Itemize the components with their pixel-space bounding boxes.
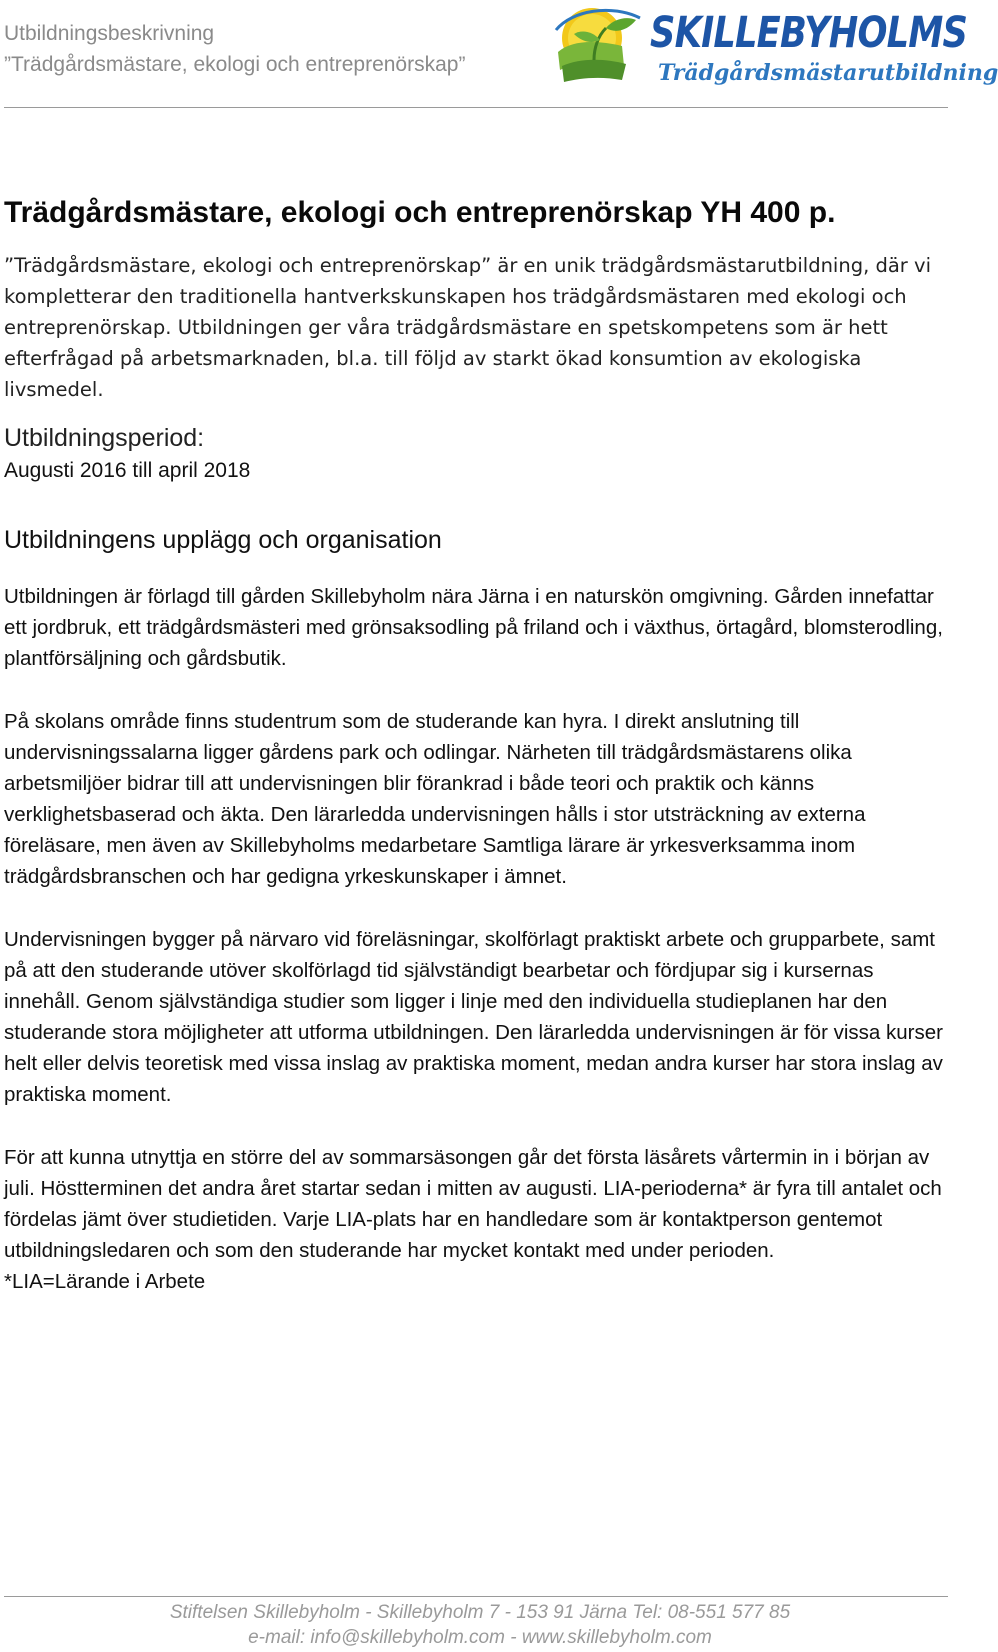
logo-brand-text: SKILLEBYHOLMS xyxy=(650,8,968,58)
spacer xyxy=(4,892,952,924)
spacer xyxy=(4,1110,952,1142)
sun-and-seedling-icon xyxy=(552,0,644,86)
footer-contact: e-mail: info@skillebyholm.com - www.skillebyholm.com xyxy=(248,1627,712,1648)
header-program-name: ”Trädgårdsmästare, ekologi och entreprenörskap” xyxy=(4,53,466,76)
footer-address: Stiftelsen Skillebyholm - Skillebyholm 7 - 153 91 Järna Tel: 08-551 577 85 xyxy=(169,1602,791,1623)
page-header xyxy=(0,0,998,112)
document-title: Trädgårdsmästare, ekologi och entreprenörskap YH 400 p. xyxy=(4,196,836,229)
page-footer xyxy=(0,1600,960,1650)
body-paragraph: Utbildningen är förlagd till gården Skillebyholm nära Järna i en naturskön omgivning. Gården innefattar ett jordbruk, ett trädgårdsmästeri med grönsaksodling på friland och i växthus, örtagård, blomsterodling, plantförsäljning och gårdsbutik. xyxy=(4,585,943,670)
spacer xyxy=(4,674,952,706)
spacer xyxy=(4,557,952,581)
body-paragraph: På skolans område finns studentrum som de studerande kan hyra. I direkt anslutning till undervisningssalarna ligger gårdens park och odlingar. Närheten till trädgårdsmästarens olika arbetsmiljöer bidrar till att undervisningen blir förankrad i både teori och praktik och känns verklighetsbaserad och äkta. Den lärarledda undervisningen hålls i stor utsträckning av externa föreläsare, men även av Skillebyholms medarbetare Samtliga lärare är yrkesverksamma inom trädgårdsbranschen och har gedigna yrkeskunskaper i ämnet. xyxy=(4,710,866,888)
body-paragraph: För att kunna utnyttja en större del av sommarsäsongen går det första läsårets vårtermin in i början av juli. Höstterminen det andra året startar sedan i mitten av augusti. LIA-perioderna* är fyra till antalet och fördelas jämt över studietiden. Varje LIA-plats har en handledare som är kontaktperson gentemot utbildningsledaren och som den studerande har mycket kontakt med under perioden. xyxy=(4,1146,942,1262)
header-text xyxy=(4,18,465,80)
body-paragraph: Undervisningen bygger på närvaro vid föreläsningar, skolförlagt praktiskt arbete och grupparbete, samt på att den studerande utöver skolförlagd tid självständigt bearbetar och fördjupar sig i kursernas innehåll. Genom självständiga studier som ligger i linje med den individuella studieplanen har den studerande stora möjligheter att utforma utbildningen. Den lärarledda undervisningen är för vissa kurser helt eller delvis teoretisk med vissa inslag av praktiska moment, medan andra kurser har stora inslag av praktiska moment. xyxy=(4,928,943,1106)
header-divider xyxy=(4,107,948,108)
period-value: Augusti 2016 till april 2018 xyxy=(4,459,251,482)
footer-divider xyxy=(4,1596,948,1597)
header-doc-type: Utbildningsbeskrivning xyxy=(4,22,215,45)
footnote: *LIA=Lärande i Arbete xyxy=(4,1270,206,1293)
logo-subtitle: Trädgårdsmästarutbildning xyxy=(658,60,998,86)
section-heading: Utbildningens upplägg och organisation xyxy=(4,526,442,554)
skillebyholms-logo xyxy=(552,0,998,100)
period-label: Utbildningsperiod: xyxy=(4,424,205,452)
document-body xyxy=(4,196,952,1297)
intro-paragraph: ”Trädgårdsmästare, ekologi och entreprenörskap” är en unik trädgårdsmästarutbildning, där vi kompletterar den traditionella hantverkskunskapen hos trädgårdsmästaren med ekologi och entreprenörskap. Utbildningen ger våra trädgårdsmästare en spetskompetens som är hett efterfrågad på arbetsmarknaden, bl.a. till följd av starkt ökad konsumtion av ekologiska livsmedel. xyxy=(4,254,931,401)
